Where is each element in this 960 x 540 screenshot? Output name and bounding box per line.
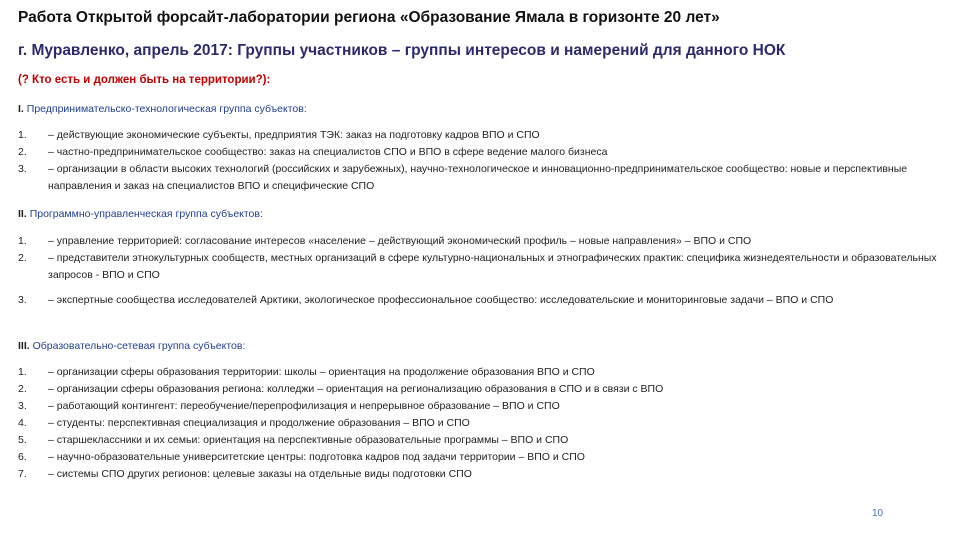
item-number: 3. bbox=[18, 163, 27, 175]
section-name: Образовательно-сетевая группа субъектов: bbox=[32, 340, 246, 352]
list-item bbox=[18, 432, 943, 449]
item-text: – студенты: перспективная специализация и продолжение образования – ВПО и СПО bbox=[48, 417, 470, 429]
item-text: – старшеклассники и их семьи: ориентация на перспективные образовательные программы – ВПО и СПО bbox=[48, 434, 569, 446]
list-item bbox=[18, 415, 943, 432]
item-text: – управление территорией: согласование интересов «население – действующий экономический профиль – новые направления» – ВПО и СПО bbox=[48, 235, 752, 247]
item-text: – экспертные сообщества исследователей Арктики, экологическое профессиональное сообщество: исследовательские и мониторинговые задачи – ВПО и СПО bbox=[48, 294, 834, 306]
section-heading-1 bbox=[18, 103, 307, 115]
item-text: – организации сферы образования территории: школы – ориентация на продолжение образования ВПО и СПО bbox=[48, 366, 595, 378]
page-number: 10 bbox=[872, 508, 884, 519]
guiding-question: (? Кто есть и должен быть на территории?): bbox=[18, 74, 271, 86]
list-item bbox=[18, 250, 943, 284]
item-text: – системы СПО других регионов: целевые заказы на отдельные виды подготовки СПО bbox=[48, 468, 472, 480]
section-list-3 bbox=[18, 364, 943, 483]
item-number: 2. bbox=[18, 252, 27, 264]
item-text: – организации в области высоких технологий (российских и зарубежных), научно-технологическое и инновационно-предпринимательское сообщество: новые и перспективные направления и заказ на специалистов ВПО и специфические СПО bbox=[48, 163, 908, 192]
list-item bbox=[18, 449, 943, 466]
item-number: 6. bbox=[18, 451, 27, 463]
item-number: 7. bbox=[18, 468, 27, 480]
list-item bbox=[18, 233, 943, 250]
item-number: 2. bbox=[18, 146, 27, 158]
section-list-2 bbox=[18, 233, 943, 309]
section-name: Программно-управленческая группа субъектов: bbox=[29, 208, 263, 220]
item-number: 3. bbox=[18, 400, 27, 412]
list-item bbox=[18, 127, 943, 144]
list-item bbox=[18, 381, 943, 398]
item-text: – представители этнокультурных сообществ, местных организаций в сфере культурно-национальных и этнографических практик: специфика жизнедеятельности и образовательных запросов - ВПО и СПО bbox=[48, 252, 937, 281]
section-heading-3 bbox=[18, 340, 245, 352]
list-item bbox=[18, 144, 943, 161]
item-number: 1. bbox=[18, 366, 27, 378]
item-number: 5. bbox=[18, 434, 27, 446]
slide-title: Работа Открытой форсайт-лаборатории региона «Образование Ямала в горизонте 20 лет» bbox=[18, 9, 720, 26]
list-item bbox=[18, 292, 943, 309]
section-number: I. bbox=[18, 103, 24, 115]
list-item bbox=[18, 161, 943, 195]
section-number: II. bbox=[18, 208, 27, 220]
item-text: – частно-предпринимательское сообщество: заказ на специалистов СПО и ВПО в сфере ведение малого бизнеса bbox=[48, 146, 608, 158]
item-number: 3. bbox=[18, 294, 27, 306]
list-item bbox=[18, 466, 943, 483]
list-item bbox=[18, 398, 943, 415]
item-number: 2. bbox=[18, 383, 27, 395]
list-item bbox=[18, 364, 943, 381]
section-list-1 bbox=[18, 127, 943, 195]
item-number: 4. bbox=[18, 417, 27, 429]
item-number: 1. bbox=[18, 235, 27, 247]
item-text: – работающий контингент: переобучение/перепрофилизация и непрерывное образование – ВПО и СПО bbox=[48, 400, 560, 412]
slide-subtitle: г. Муравленко, апрель 2017: Группы участников – группы интересов и намерений для данного НОК bbox=[18, 42, 786, 59]
item-number: 1. bbox=[18, 129, 27, 141]
section-heading-2 bbox=[18, 208, 263, 220]
section-name: Предпринимательско-технологическая группа субъектов: bbox=[26, 103, 307, 115]
item-text: – научно-образовательные университетские центры: подготовка кадров под задачи территории – ВПО и СПО bbox=[48, 451, 585, 463]
section-number: III. bbox=[18, 340, 30, 352]
item-text: – действующие экономические субъекты, предприятия ТЭК: заказ на подготовку кадров ВПО и СПО bbox=[48, 129, 540, 141]
item-text: – организации сферы образования региона: колледжи – ориентация на регионализацию образования в СПО и в связи с ВПО bbox=[48, 383, 664, 395]
